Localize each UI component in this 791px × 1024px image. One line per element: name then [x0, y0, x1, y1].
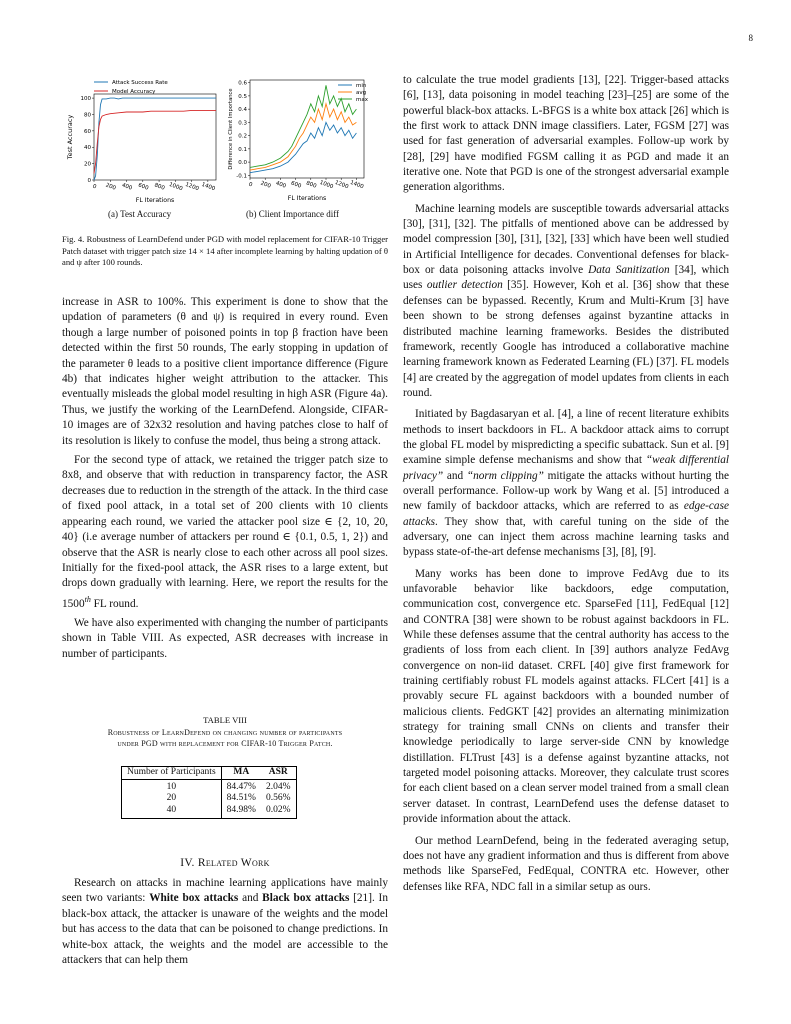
- x-tick-label: 600: [289, 180, 302, 190]
- x-tick-label: 400: [120, 182, 133, 192]
- x-tick-label: 1400: [200, 181, 216, 193]
- figure-4b-chart: [226, 74, 396, 206]
- y-tick-label: 0.5: [238, 93, 247, 100]
- figure-caption: Fig. 4. Robustness of LearnDefend under PGD with model replacement for CIFAR-10 Trigger Patch dataset with trigger patch size 14 × 14 after incomplete learning by halting updation of θ and ψ after 100 rounds.: [62, 234, 388, 268]
- y-tick-label: 20: [84, 161, 91, 168]
- legend-label: avg: [356, 90, 367, 96]
- x-tick-label: 1200: [333, 179, 350, 191]
- y-axis-label: Difference in Client Importance: [228, 88, 234, 170]
- series-line-avg: [250, 104, 356, 170]
- section-heading: [62, 857, 388, 869]
- y-tick-label: 0.6: [238, 80, 247, 87]
- table-cell: 0.56%: [261, 793, 296, 805]
- x-tick-label: 1000: [318, 179, 334, 191]
- plot-frame: [250, 80, 367, 178]
- paragraph: increase in ASR to 100%. This experiment is done to show that the updation of parameters (θ and ψ) is required in every round. Even though a large number of poisoned points in top β fraction have been detected within the first 50 rounds, The early stopping in updation of the parameter θ leads to a positive client importance difference (Figure 4b) that indicates higher weight attribution to the attacker. This eventually misleads the global model resulting in high ASR (Figure 4a). Thus, we justify the working of the LearnDefend. Alongside, CIFAR-10 images are of 32x32 resolution and having patches close to half of its resolution is likely to confuse the model, thus being a strong attack.: [62, 296, 388, 447]
- table-caption-line: under PGD with replacement for CIFAR-10 Trigger Patch.: [117, 739, 333, 748]
- table-caption-line: Robustness of LearnDefend on changing number of participants: [107, 727, 343, 737]
- section-number: IV.: [180, 857, 195, 869]
- paragraph: For the second type of attack, we retained the trigger patch size to 8x8, and observe that with reduction in transparency factor, the ASR decreases due to reduction in the strength of the attack. In the third case of fixed pool attack, in a total set of 200 clients with 10 clients appearing each round, we varied the attacker pool size ∈ {2, 10, 20, 40} (i.e average number of attackers per round ∈ {0.1, 0.5, 1, 2}) and observe that the ASR is nearly close to each other across all pool sizes. Initially for the fixed-pool attack, the ASR rises to a large extent, but drops down gradually with learning. Here, we report the results for the 1500th FL round.: [62, 454, 388, 610]
- paragraph: Initiated by Bagdasaryan et al. [4], a line of recent literature exhibits methods to insert backdoors in FL. A backdoor attack aims to corrupt the global FL model by mispredicting a specific subattack. Sun et al. [9] examine simple defense mechanisms and show that “weak differential privacy” and “norm clipping” mitigate the attacks without hurting the overall performance. Follow-up work by Wang et al. [5] introduced a new family of backdoor attacks, which are referred to as edge-case attacks. They show that, with careful tuning on the side of the adversary, one can inject them across machine learning tasks and bypass state-of-the-art defense mechanisms [3], [8], [9].: [403, 408, 730, 559]
- y-tick-label: 0.0: [238, 160, 247, 167]
- table-cell: 10: [122, 779, 222, 793]
- x-tick-label: 800: [305, 180, 318, 190]
- x-tick-label: 200: [104, 182, 117, 192]
- legend-label: Attack Success Rate: [112, 80, 168, 86]
- x-axis-label: FL Iterations: [135, 197, 175, 204]
- y-tick-label: 0: [87, 178, 91, 184]
- right-column: [403, 73, 729, 899]
- table-row: [122, 779, 297, 793]
- left-column: [62, 295, 388, 666]
- paragraph: to calculate the true model gradients [13], [22]. Trigger-based attacks [6], [13], data poisoning in model teaching [23]–[25] are some of the powerful black-box attacks. L-BFGS is a white box attack [26] which is the first work to attack DNN image classifiers. Later, FGSM [27] was used for fast generation of adversarial examples. Follow-up work by [28], [29] have modified FGSM calling it as PGD and made it an iterative one. Note that PGD is one of the strongest adversarial example generation algorithms.: [403, 74, 729, 194]
- table-caption: [62, 715, 388, 750]
- paragraph: Research on attacks in machine learning applications have mainly seen two variants: White box attacks and Black box attacks [21]. In black-box attack, the attacker is unaware of the weights and the model but has access to the data that can be poisoned to change predictions. In white-box attack, the weights and the model are accessible to the attackers that can help them: [62, 877, 388, 967]
- table-cell: 40: [122, 805, 222, 819]
- table-cell: 84.47%: [226, 781, 256, 792]
- table-viii: [121, 766, 297, 819]
- paragraph: Machine learning models are susceptible towards adversarial attacks [30], [31], [32]. The pitfalls of mentioned above can be addressed by model compression [30], [31], [32], [33] which have been well studied in Artificial Intelligence for decades. Conventional defenses for black-box or data poisoning attacks involve Data Sanitization [34], which uses outlier detection [35]. However, Koh et al. [36] show that these defenses can be bypassed. Recently, Krum and Multi-Krum [3] have been shown to be strong defenses against byzantine attacks in distributed machine learning frameworks. Besides the distributed framework, recently Google has introduced a collaborative machine learning framework known as Federated Learning (FL) [37]. FL models [4] are created by the aggregation of model updates from clients in each round.: [403, 202, 730, 399]
- table-header-cell: Number of Participants: [122, 767, 222, 780]
- series-line-min: [250, 122, 356, 172]
- x-tick-label: 0: [247, 181, 254, 189]
- table-header-row: [122, 767, 297, 780]
- legend-label: max: [356, 97, 368, 103]
- x-tick-label: 800: [153, 182, 166, 192]
- series-line-max: [250, 85, 356, 167]
- subfigure-b-label: (b) Client Importance diff: [246, 209, 340, 219]
- x-tick-label: 0: [91, 183, 98, 191]
- legend-label: min: [356, 83, 367, 89]
- paragraph: Many works has been done to improve FedAvg due to its unfavorable behavior like backdoors, edge computation, communication cost, convergence etc. SparseFed [11], FedEqual [12] and CONTRA [38] were shown to be robust against backdoors in FL. While these defenses assume that the central authority has access to the gradients of loss from each client. In [39] authors analyze FedAvg convergence on non-iid dataset. CRFL [40] give first framework for training certifiably robust FL models against attacks. FLCert [41] is a provably secure FL against backdoors with a bounded number of malicious clients. FedGKT [42] provides an alternating minimization strategy for training small CNNs on clients and transfer their knowledge periodically to large server-side CNN by knowledge distillation. FLTrust [43] is a defense against byzantine attacks, not targeted model poisoning attacks. Moreover, they calculate trust scores for each client based on a clean server model trained from a small clean server dataset. In contrast, LearnDefend uses the defense dataset to provide information about the attack.: [403, 567, 729, 826]
- y-tick-label: 80: [84, 112, 91, 119]
- paragraph: We have also experimented with changing the number of participants shown in Table VIII. As expected, ASR decreases with increase in number of participants.: [62, 616, 388, 660]
- x-tick-label: 1400: [349, 179, 365, 191]
- x-tick-label: 600: [137, 182, 150, 192]
- x-tick-label: 400: [274, 180, 287, 190]
- y-tick-label: 0.4: [238, 107, 247, 114]
- y-tick-label: 40: [84, 145, 91, 152]
- table-cell: 84.98%: [221, 805, 261, 819]
- figure-4a-chart: [64, 74, 234, 206]
- table-number: TABLE VIII: [203, 715, 247, 725]
- legend-label: Model Accuracy: [112, 89, 156, 95]
- y-tick-label: 0.2: [238, 133, 247, 140]
- section-title: Related Work: [197, 857, 270, 869]
- table-header-cell: ASR: [261, 767, 296, 780]
- y-tick-label: 60: [84, 128, 91, 135]
- page-number: 8: [748, 33, 753, 43]
- x-tick-label: 1000: [168, 181, 184, 193]
- y-axis-label: Test Accuracy: [66, 114, 74, 160]
- x-tick-label: 200: [259, 180, 272, 190]
- table-row: [122, 793, 297, 805]
- y-tick-label: 100: [80, 96, 91, 103]
- left-column-related-work: [62, 876, 388, 972]
- y-tick-label: 0.3: [238, 120, 247, 127]
- subfigure-a-label: (a) Test Accuracy: [108, 209, 172, 219]
- table-cell: 20: [122, 793, 222, 805]
- paragraph: Our method LearnDefend, being in the federated averaging setup, does not have any gradient information and thus is different from above methods like SparseFed, FedEqual, CONTRA etc. However, other defenses like RFA, NDC fall in a similar setup as ours.: [403, 834, 729, 893]
- table-cell: 2.04%: [261, 779, 296, 793]
- y-tick-label: 0.1: [238, 146, 247, 153]
- series-line-model-accuracy: [94, 110, 216, 173]
- y-tick-label: -0.1: [236, 173, 247, 180]
- plot-frame: [94, 94, 216, 180]
- x-axis-label: FL Iterations: [287, 195, 327, 202]
- x-tick-label: 1200: [184, 181, 200, 193]
- table-cell: 84.51%: [226, 793, 256, 803]
- table-row: [122, 805, 297, 819]
- table-header-cell: MA: [221, 767, 261, 780]
- table-cell: 0.02%: [261, 805, 296, 819]
